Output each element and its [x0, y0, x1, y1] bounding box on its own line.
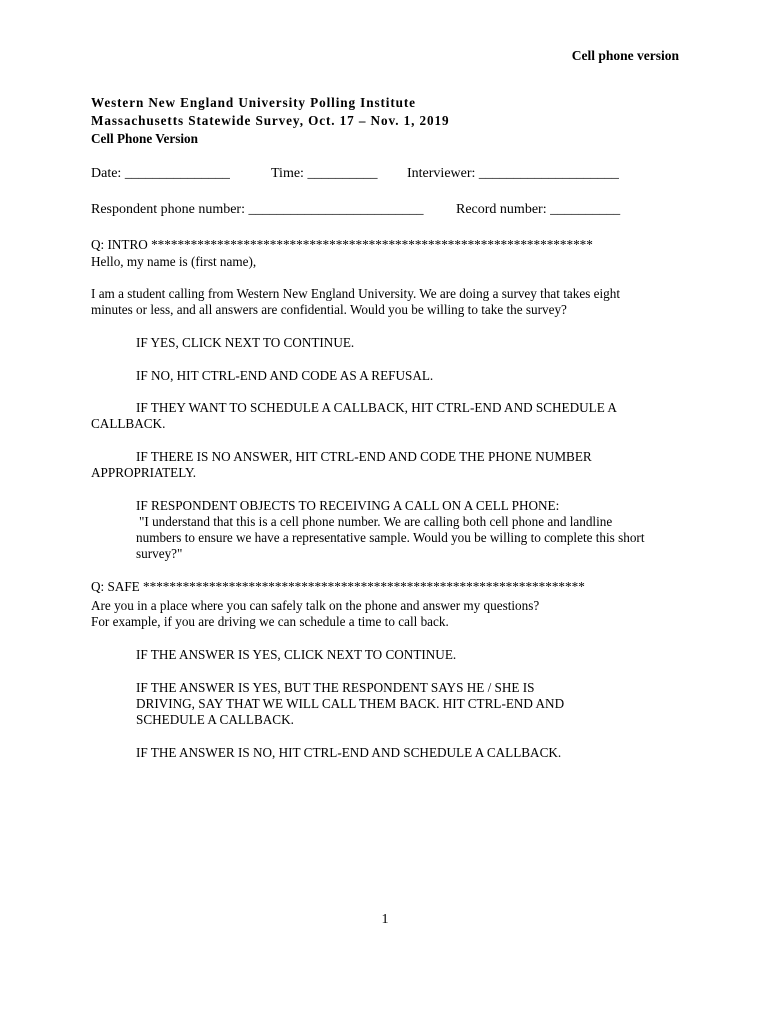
intro-question-header: Q: INTRO ******************************************************************* [91, 237, 593, 252]
intro-objects-line: numbers to ensure we have a representative sample. Would you be willing to complete this short [136, 530, 645, 545]
intro-objects-line: survey?" [136, 546, 183, 561]
intro-no-answer-line: APPROPRIATELY. [91, 465, 197, 480]
safe-if-no: IF THE ANSWER IS NO, HIT CTRL-END AND SCHEDULE A CALLBACK. [136, 745, 562, 760]
time-field: Time: __________ [271, 166, 378, 181]
version-label: Cell phone version [571, 48, 679, 63]
intro-body-line: I am a student calling from Western New England University. We are doing a survey that takes eight [91, 286, 621, 301]
intro-body-line: minutes or less, and all answers are confidential. Would you be willing to take the survey? [91, 302, 567, 317]
interviewer-field: Interviewer: ____________________ [407, 166, 619, 181]
intro-no-answer-line: IF THERE IS NO ANSWER, HIT CTRL-END AND CODE THE PHONE NUMBER [136, 449, 592, 464]
safe-driving-line: IF THE ANSWER IS YES, BUT THE RESPONDENT SAYS HE / SHE IS [136, 680, 535, 695]
intro-greeting: Hello, my name is (first name), [91, 254, 257, 269]
intro-callback-line: CALLBACK. [91, 416, 166, 431]
safe-if-yes: IF THE ANSWER IS YES, CLICK NEXT TO CONTINUE. [136, 647, 457, 662]
intro-if-yes: IF YES, CLICK NEXT TO CONTINUE. [136, 335, 355, 350]
intro-if-no: IF NO, HIT CTRL-END AND CODE AS A REFUSAL. [136, 368, 434, 383]
safe-question-line: For example, if you are driving we can schedule a time to call back. [91, 614, 449, 629]
intro-objects-line: IF RESPONDENT OBJECTS TO RECEIVING A CALL ON A CELL PHONE: [136, 498, 560, 513]
safe-question-header: Q: SAFE ******************************************************************* [91, 579, 585, 594]
safe-driving-line: SCHEDULE A CALLBACK. [136, 712, 294, 727]
title-version: Cell Phone Version [91, 131, 198, 146]
record-number-field: Record number: __________ [456, 202, 621, 217]
safe-driving-line: DRIVING, SAY THAT WE WILL CALL THEM BACK. HIT CTRL-END AND [136, 696, 565, 711]
intro-callback-line: IF THEY WANT TO SCHEDULE A CALLBACK, HIT CTRL-END AND SCHEDULE A [136, 400, 617, 415]
page-number: 1 [381, 912, 389, 927]
title-survey: Massachusetts Statewide Survey, Oct. 17 – Nov. 1, 2019 [91, 113, 450, 128]
safe-question-line: Are you in a place where you can safely talk on the phone and answer my questions? [91, 598, 540, 613]
title-institute: Western New England University Polling Institute [91, 95, 416, 110]
intro-objects-line: "I understand that this is a cell phone number. We are calling both cell phone and landline [139, 514, 613, 529]
date-field: Date: _______________ [91, 166, 230, 181]
respondent-phone-field: Respondent phone number: _________________________ [91, 202, 424, 217]
